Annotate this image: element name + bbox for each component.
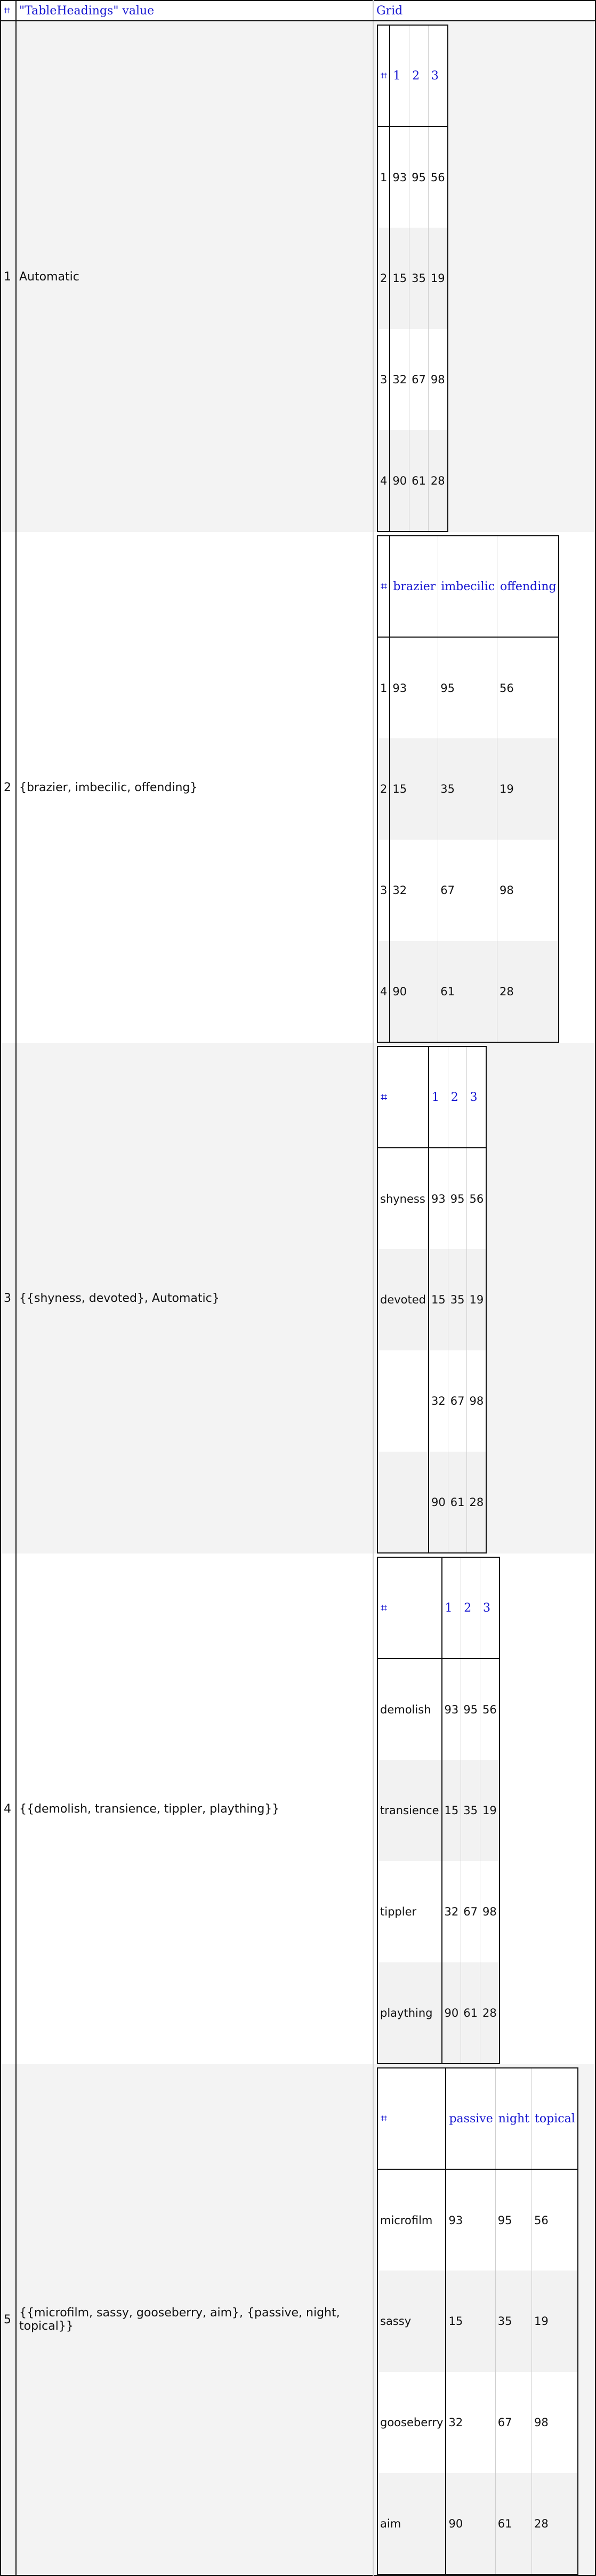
grid-row-heading: 3 [377,329,390,430]
grid-row-heading: 1 [377,637,390,738]
grid-row-heading: tippler [377,1861,442,1962]
grid-row [377,1760,500,1861]
row-index: 5 [1,2064,16,2575]
grid-value: 98 [480,1861,500,1962]
grid-value: 19 [497,738,559,840]
grid-row [377,941,559,1042]
grid-value: 35 [409,228,429,329]
grid-value: 19 [428,228,447,329]
grid-value: 56 [497,637,559,738]
grid-column-heading: night [495,2068,531,2169]
grid-cell [373,21,595,532]
grid-row-heading: 4 [377,430,390,532]
grid-row [377,126,448,228]
grid-value: 98 [467,1350,486,1452]
grid-value: 67 [438,840,497,941]
grid-row-heading [377,1452,429,1553]
grid-column-heading: passive [446,2068,495,2169]
grid-row [377,1962,500,2064]
grid-row [377,1452,486,1553]
grid-row [377,1148,486,1249]
grid-table [377,1046,487,1553]
heading-value: {{microfilm, sassy, gooseberry, aim}, {passive, night, topical}} [16,2064,373,2575]
grid-value: 56 [532,2169,578,2271]
grid-corner-symbol: ⌗ [377,2068,446,2169]
grid-row [377,228,448,329]
grid-row-heading [377,1350,429,1452]
grid-column-heading: 1 [390,25,409,126]
grid-row [377,1861,500,1962]
row-index: 4 [1,1553,16,2064]
grid-column-heading: 3 [428,25,447,126]
grid-value: 19 [467,1249,486,1350]
grid-row-heading: gooseberry [377,2372,446,2473]
grid-table [377,535,559,1043]
grid-column-heading: 2 [448,1046,467,1148]
grid-row-heading: 2 [377,738,390,840]
grid-header-row [377,1557,500,1659]
grid-value: 90 [448,2517,463,2530]
grid-value: 28 [480,1962,500,2064]
grid-value: 19 [480,1760,500,1861]
grid-value: 35 [461,1760,480,1861]
grid-value: 35 [438,738,497,840]
grid-column-heading: 1 [429,1046,448,1148]
grid-value: 32 [392,884,407,897]
grid-cell [373,1043,595,1553]
grid-value: 98 [532,2372,578,2473]
grid-corner-symbol: ⌗ [377,1557,442,1659]
grid-row-heading: plaything [377,1962,442,2064]
grid-value: 95 [461,1659,480,1760]
grid-row-heading: aim [377,2473,446,2574]
grid-row [377,2473,578,2574]
grid-column-heading: offending [497,536,559,637]
grid-row [377,2372,578,2473]
grid-value: 32 [448,2416,463,2429]
grid-value: 32 [431,1395,446,1407]
grid-header: Grid [373,1,595,21]
grid-value: 93 [444,1703,459,1716]
grid-value: 15 [448,2315,463,2328]
grid-header-row [377,536,559,637]
grid-cell [373,532,595,1043]
results-body [1,21,595,2575]
table-row [1,21,595,532]
grid-value: 32 [444,1905,459,1918]
grid-value: 95 [495,2169,531,2271]
grid-row [377,1659,500,1760]
grid-value: 90 [392,985,407,998]
grid-value: 93 [431,1192,446,1205]
table-row [1,532,595,1043]
grid-row [377,430,448,532]
grid-row-heading: sassy [377,2271,446,2372]
grid-value: 15 [444,1804,459,1817]
grid-value: 15 [392,272,407,285]
grid-row-heading: 1 [377,126,390,228]
grid-row [377,2271,578,2372]
grid-column-heading: imbecilic [438,536,497,637]
grid-value: 61 [495,2473,531,2574]
heading-value: {brazier, imbecilic, offending} [16,532,373,1043]
grid-value: 35 [495,2271,531,2372]
grid-value: 67 [495,2372,531,2473]
grid-value: 98 [428,329,447,430]
grid-row [377,1249,486,1350]
grid-row-heading: shyness [377,1148,429,1249]
grid-table [377,25,448,532]
grid-value: 93 [392,681,407,695]
grid-value: 95 [438,637,497,738]
grid-corner-symbol: ⌗ [377,536,390,637]
table-row [1,2064,595,2575]
grid-value: 90 [431,1495,446,1509]
heading-value: {{demolish, transience, tippler, plaything}} [16,1553,373,2064]
row-index: 1 [1,21,16,532]
grid-row-heading: devoted [377,1249,429,1350]
index-header: ⌗ [1,1,16,21]
grid-column-heading: 2 [409,25,429,126]
grid-row-heading: 4 [377,941,390,1042]
grid-value: 56 [428,126,447,228]
row-index: 2 [1,532,16,1043]
grid-value: 61 [409,430,429,532]
grid-value: 90 [444,2006,459,2019]
grid-row [377,637,559,738]
grid-value: 95 [448,1148,467,1249]
grid-value: 61 [438,941,497,1042]
grid-row [377,329,448,430]
row-index: 3 [1,1043,16,1553]
header-row [1,1,595,21]
grid-value: 93 [448,2213,463,2227]
grid-header-row [377,25,448,126]
grid-value: 56 [467,1148,486,1249]
grid-row-heading: demolish [377,1659,442,1760]
grid-value: 61 [448,1452,467,1553]
grid-cell [373,2064,595,2575]
grid-column-heading: 2 [461,1557,480,1659]
grid-row [377,2169,578,2271]
grid-corner-symbol: ⌗ [377,25,390,126]
grid-column-heading: brazier [390,536,438,637]
grid-value: 90 [392,474,407,487]
grid-row-heading: 3 [377,840,390,941]
grid-value: 98 [497,840,559,941]
grid-value: 67 [409,329,429,430]
grid-row-heading: microfilm [377,2169,446,2271]
grid-value: 28 [467,1452,486,1553]
grid-row-heading: transience [377,1760,442,1861]
grid-row [377,738,559,840]
heading-value: {{shyness, devoted}, Automatic} [16,1043,373,1553]
grid-value: 19 [532,2271,578,2372]
table-row [1,1043,595,1553]
grid-row [377,1350,486,1452]
grid-value: 28 [532,2473,578,2574]
grid-header-row [377,1046,486,1148]
grid-value: 15 [431,1293,446,1306]
grid-value: 67 [448,1350,467,1452]
grid-value: 95 [409,126,429,228]
grid-table [377,1557,500,2064]
grid-column-heading: 3 [467,1046,486,1148]
grid-value: 28 [428,430,447,532]
grid-value: 67 [461,1861,480,1962]
grid-column-heading: 1 [442,1557,461,1659]
grid-value: 15 [392,783,407,795]
grid-cell [373,1553,595,2064]
grid-header-row [377,2068,578,2169]
grid-value: 28 [497,941,559,1042]
grid-value: 32 [392,373,407,386]
value-header: "TableHeadings" value [16,1,373,21]
grid-corner-symbol: ⌗ [377,1046,429,1148]
grid-value: 61 [461,1962,480,2064]
grid-column-heading: 3 [480,1557,500,1659]
heading-value: Automatic [16,21,373,532]
grid-value: 56 [480,1659,500,1760]
grid-row [377,840,559,941]
grid-value: 35 [448,1249,467,1350]
grid-row-heading: 2 [377,228,390,329]
grid-column-heading: topical [532,2068,578,2169]
grid-value: 93 [392,171,407,184]
table-row [1,1553,595,2064]
grid-table [377,2067,578,2575]
